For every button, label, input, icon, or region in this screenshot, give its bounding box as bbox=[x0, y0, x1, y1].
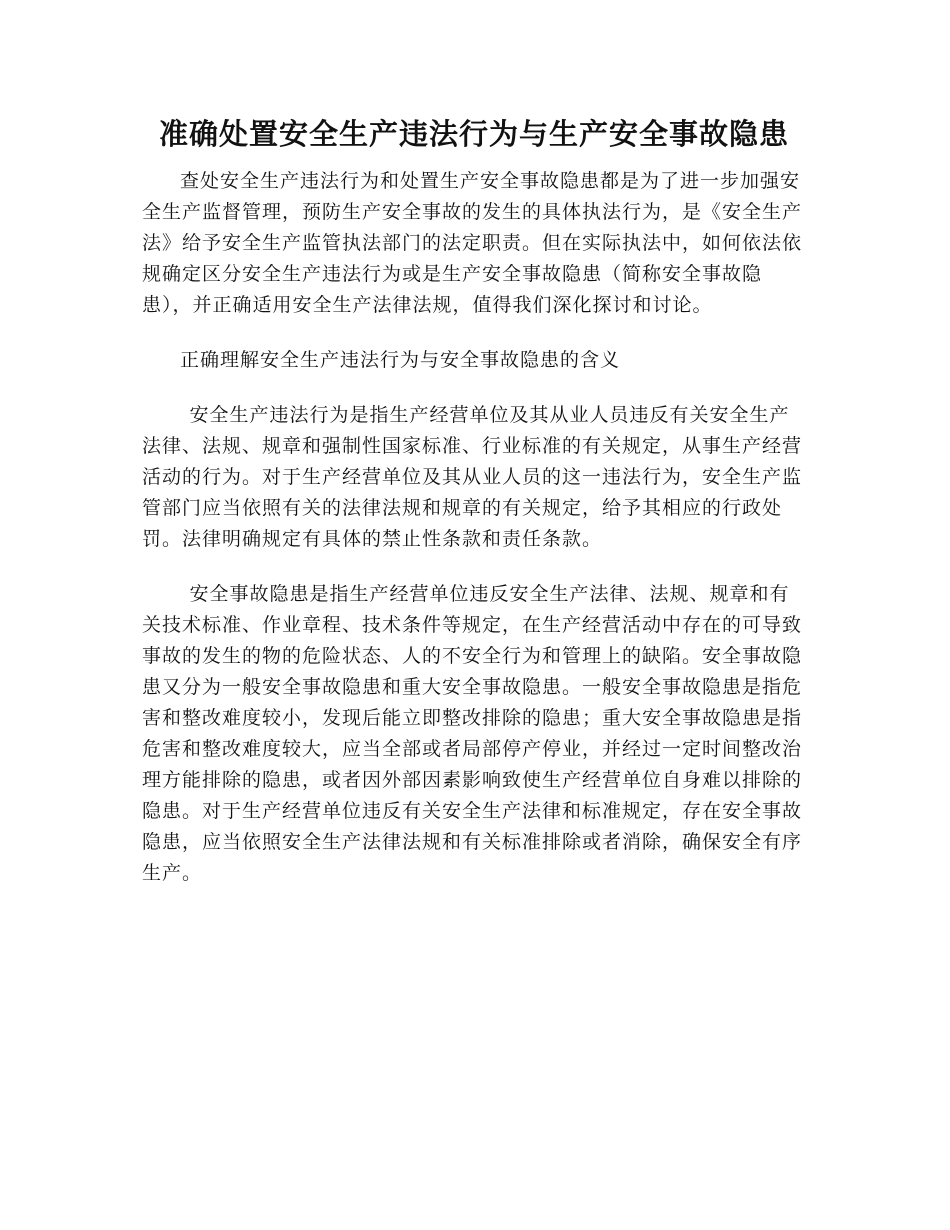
document-title: 准确处置安全生产违法行为与生产安全事故隐患 bbox=[158, 117, 789, 151]
document-body bbox=[142, 112, 806, 889]
paragraph-violation-definition: 安全生产违法行为是指生产经营单位及其从业人员违反有关安全生产法律、法规、规章和强制性国家标准、行业标准的有关规定，从事生产经营活动的行为。对于生产经营单位及其从业人员的这一违法行为，安全生产监管部门应当依照有关的法律法规和规章的有关规定，给予其相应的行政处罚。法律明确规定有具体的禁止性条款和责任条款。 bbox=[142, 404, 803, 550]
paragraph-hazard-definition: 安全事故隐患是指生产经营单位违反安全生产法律、法规、规章和有关技术标准、作业章程、技术条件等规定，在生产经营活动中存在的可导致事故的发生的物的危险状态、人的不安全行为和管理上的缺陷。安全事故隐患又分为一般安全事故隐患和重大安全事故隐患。一般安全事故隐患是指危害和整改难度较小，发现后能立即整改排除的隐患；重大安全事故隐患是指危害和整改难度较大，应当全部或者局部停产停业，并经过一定时间整改治理方能排除的隐患，或者因外部因素影响致使生产经营单位自身难以排除的隐患。对于生产经营单位违反有关安全生产法律和标准规定，存在安全事故隐患，应当依照安全生产法律法规和有关标准排除或者消除，确保安全有序生产。 bbox=[142, 583, 803, 884]
paragraph-intro: 查处安全生产违法行为和处置生产安全事故隐患都是为了进一步加强安全生产监督管理，预防生产安全事故的发生的具体执法行为，是《安全生产法》给予安全生产监管执法部门的法定职责。但在实际执法中，如何依法依规确定区分安全生产违法行为或是生产安全事故隐患（简称安全事故隐患），并正确适用安全生产法律法规，值得我们深化探讨和讨论。 bbox=[142, 170, 803, 316]
section-heading: 正确理解安全生产违法行为与安全事故隐患的含义 bbox=[180, 349, 621, 371]
